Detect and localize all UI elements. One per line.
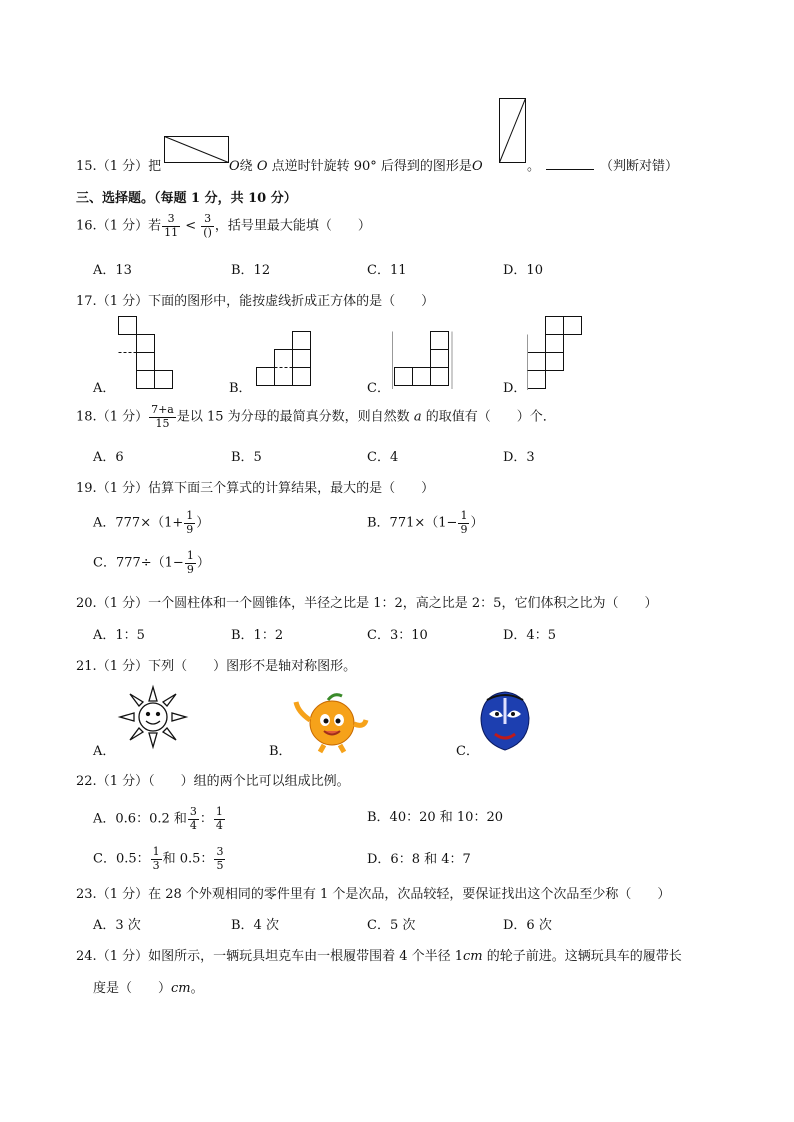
q17-text: （1 分）下面的图形中，能按虚线折成正方体的是（ ） bbox=[96, 294, 435, 309]
frac-den: 11 bbox=[164, 225, 179, 239]
q15-text-after: 点逆时针旋转 90° 后得到的图形是 bbox=[267, 159, 472, 174]
question-number: 21. bbox=[76, 659, 97, 674]
frac-num: 1 bbox=[186, 509, 194, 522]
question-score: （1 分） bbox=[96, 409, 149, 425]
option[interactable]: B．5 bbox=[231, 450, 262, 465]
option[interactable]: B． bbox=[229, 381, 252, 396]
point-label: O bbox=[256, 159, 268, 174]
paren: ） bbox=[470, 515, 484, 531]
question-number: 15. bbox=[76, 159, 97, 174]
option[interactable]: B．12 bbox=[231, 263, 271, 278]
q23 bbox=[76, 883, 670, 902]
net-figure-d bbox=[527, 316, 589, 392]
option-c-text: C．0.5： bbox=[93, 851, 150, 867]
question-number: 17. bbox=[76, 294, 97, 309]
option[interactable]: A．3 次 bbox=[93, 918, 141, 933]
option[interactable] bbox=[93, 806, 226, 832]
fraction bbox=[162, 213, 180, 239]
question-score: （1 分）把 bbox=[96, 159, 162, 174]
variable: a bbox=[413, 409, 422, 425]
frac-num: 1 bbox=[152, 845, 160, 858]
sun-figure bbox=[118, 685, 188, 751]
q20 bbox=[76, 592, 657, 611]
q24 bbox=[76, 945, 682, 964]
question-number: 24. bbox=[76, 949, 97, 964]
frac-num: 1 bbox=[215, 805, 223, 818]
unit: cm bbox=[463, 949, 483, 964]
option[interactable] bbox=[93, 550, 210, 576]
question-score: （1 分）若 bbox=[96, 218, 162, 234]
paren: ） bbox=[196, 555, 210, 571]
q21 bbox=[76, 655, 356, 674]
option-c-mid: 和 0.5： bbox=[162, 851, 214, 867]
q24-text-2: 的轮子前进。这辆玩具车的履带长 bbox=[482, 949, 682, 964]
less-than: < bbox=[185, 218, 197, 234]
point-label: O bbox=[229, 159, 240, 174]
frac-num: 1 bbox=[460, 509, 468, 522]
question-number: 22. bbox=[76, 774, 97, 789]
q20-text: （1 分）一个圆柱体和一个圆锥体，半径之比是 1：2，高之比是 2：5，它们体积之比为（ ） bbox=[96, 596, 658, 611]
answer-blank[interactable] bbox=[546, 157, 594, 170]
option[interactable]: B．4 次 bbox=[231, 918, 279, 933]
frac-den: 9 bbox=[460, 522, 468, 536]
option[interactable]: D．6：8 和 4：7 bbox=[367, 852, 471, 867]
q16 bbox=[76, 213, 371, 239]
frac-den: 5 bbox=[216, 858, 224, 872]
q19-text: （1 分）估算下面三个算式的计算结果，最大的是（ ） bbox=[96, 481, 435, 496]
option[interactable] bbox=[93, 846, 226, 872]
orange-cartoon-figure bbox=[292, 690, 370, 752]
q17 bbox=[76, 290, 434, 309]
option[interactable]: A．6 bbox=[93, 450, 124, 465]
q24-line2-text: 度是（ ） bbox=[93, 981, 172, 996]
net-figure-c bbox=[392, 331, 462, 393]
question-number: 16. bbox=[76, 218, 97, 234]
net-figure-a bbox=[118, 316, 178, 392]
question-number: 19. bbox=[76, 481, 97, 496]
option[interactable]: D．10 bbox=[503, 263, 543, 278]
point-label: O bbox=[471, 159, 483, 174]
q15-text-mid: 绕 bbox=[239, 159, 257, 174]
q18 bbox=[76, 404, 556, 430]
q23-text: （1 分）在 28 个外观相同的零件里有 1 个是次品，次品较轻，要保证找出这个次品至少称（ ） bbox=[96, 887, 671, 902]
colon: ： bbox=[199, 811, 213, 827]
frac-num: 3 bbox=[201, 213, 214, 227]
frac-num: 3 bbox=[216, 845, 224, 858]
fraction bbox=[151, 846, 162, 872]
q15 bbox=[76, 155, 161, 174]
frac-num: 3 bbox=[189, 805, 197, 818]
option[interactable]: A．13 bbox=[93, 263, 132, 278]
q15-answer: 。 （判断对错） bbox=[527, 159, 679, 174]
option-a-text: A．0.6：0.2 和 bbox=[93, 811, 187, 827]
option[interactable]: A． bbox=[93, 381, 116, 396]
option-a-text: A．777×（1+ bbox=[93, 515, 184, 531]
q22 bbox=[76, 770, 350, 789]
frac-num: 7+a bbox=[151, 403, 174, 416]
fraction bbox=[201, 213, 214, 239]
option[interactable]: D．3 bbox=[503, 450, 535, 465]
net-figure-b bbox=[256, 331, 320, 393]
option[interactable]: C． bbox=[456, 744, 479, 759]
frac-num: 1 bbox=[186, 549, 194, 562]
option[interactable]: C．11 bbox=[367, 263, 407, 278]
frac-den: 4 bbox=[189, 818, 197, 832]
section-title: 三、选择题。（每题 1 分，共 10 分） bbox=[76, 191, 297, 206]
q15-text bbox=[229, 155, 483, 174]
option[interactable]: C． bbox=[367, 381, 390, 396]
rotated-rectangle-figure bbox=[499, 98, 529, 164]
q24-line2-end: 。 bbox=[190, 981, 204, 996]
option[interactable]: A． bbox=[93, 744, 116, 759]
fraction bbox=[188, 806, 199, 832]
option[interactable]: C．3：10 bbox=[367, 628, 428, 643]
fraction bbox=[185, 550, 196, 576]
frac-den: 4 bbox=[215, 818, 223, 832]
option[interactable]: C．5 次 bbox=[367, 918, 416, 933]
option[interactable] bbox=[367, 510, 483, 536]
frac-den: 3 bbox=[152, 858, 160, 872]
option-b-text: B．771×（1− bbox=[367, 515, 458, 531]
option[interactable] bbox=[93, 510, 209, 536]
q24-text: （1 分）如图所示，一辆玩具坦克车由一根履带围着 4 个半径 1 bbox=[96, 949, 464, 964]
option[interactable]: D．6 次 bbox=[503, 918, 552, 933]
q21-text: （1 分）下列（ ）图形不是轴对称图形。 bbox=[96, 659, 357, 674]
paren: ） bbox=[196, 515, 210, 531]
option[interactable]: C．4 bbox=[367, 450, 399, 465]
frac-den: () bbox=[203, 225, 212, 239]
frac-num: 3 bbox=[162, 213, 180, 227]
fraction bbox=[214, 806, 225, 832]
option-c-text: C．777÷（1− bbox=[93, 555, 184, 571]
q19 bbox=[76, 477, 434, 496]
question-number: 18. bbox=[76, 409, 97, 425]
frac-den: 9 bbox=[186, 522, 194, 536]
opera-mask-figure bbox=[479, 690, 531, 752]
fraction bbox=[149, 404, 176, 430]
question-number: 20. bbox=[76, 596, 97, 611]
unit: cm bbox=[171, 981, 191, 996]
fraction bbox=[458, 510, 469, 536]
option[interactable]: A．1：5 bbox=[93, 628, 145, 643]
option[interactable]: B． bbox=[269, 744, 292, 759]
option[interactable]: D． bbox=[503, 381, 527, 396]
fraction bbox=[184, 510, 195, 536]
option[interactable]: B．1：2 bbox=[231, 628, 284, 643]
q22-text: （1 分）（ ）组的两个比可以组成比例。 bbox=[96, 774, 350, 789]
q15-suffix: （判断对错） bbox=[600, 159, 679, 174]
rectangle-figure bbox=[164, 136, 230, 168]
frac-den: 9 bbox=[186, 562, 194, 576]
fraction bbox=[214, 846, 225, 872]
option[interactable]: B．40：20 和 10：20 bbox=[367, 810, 503, 825]
q18-text: 是以 15 为分母的最简真分数，则自然数 bbox=[176, 409, 414, 425]
q18-text-2: 的取值有（ ）个． bbox=[421, 409, 556, 425]
q24-line2 bbox=[93, 977, 204, 996]
option[interactable]: D．4：5 bbox=[503, 628, 556, 643]
frac-den: 15 bbox=[155, 416, 170, 430]
question-number: 23. bbox=[76, 887, 97, 902]
q16-text: ，括号里最大能填（ ） bbox=[214, 218, 371, 234]
